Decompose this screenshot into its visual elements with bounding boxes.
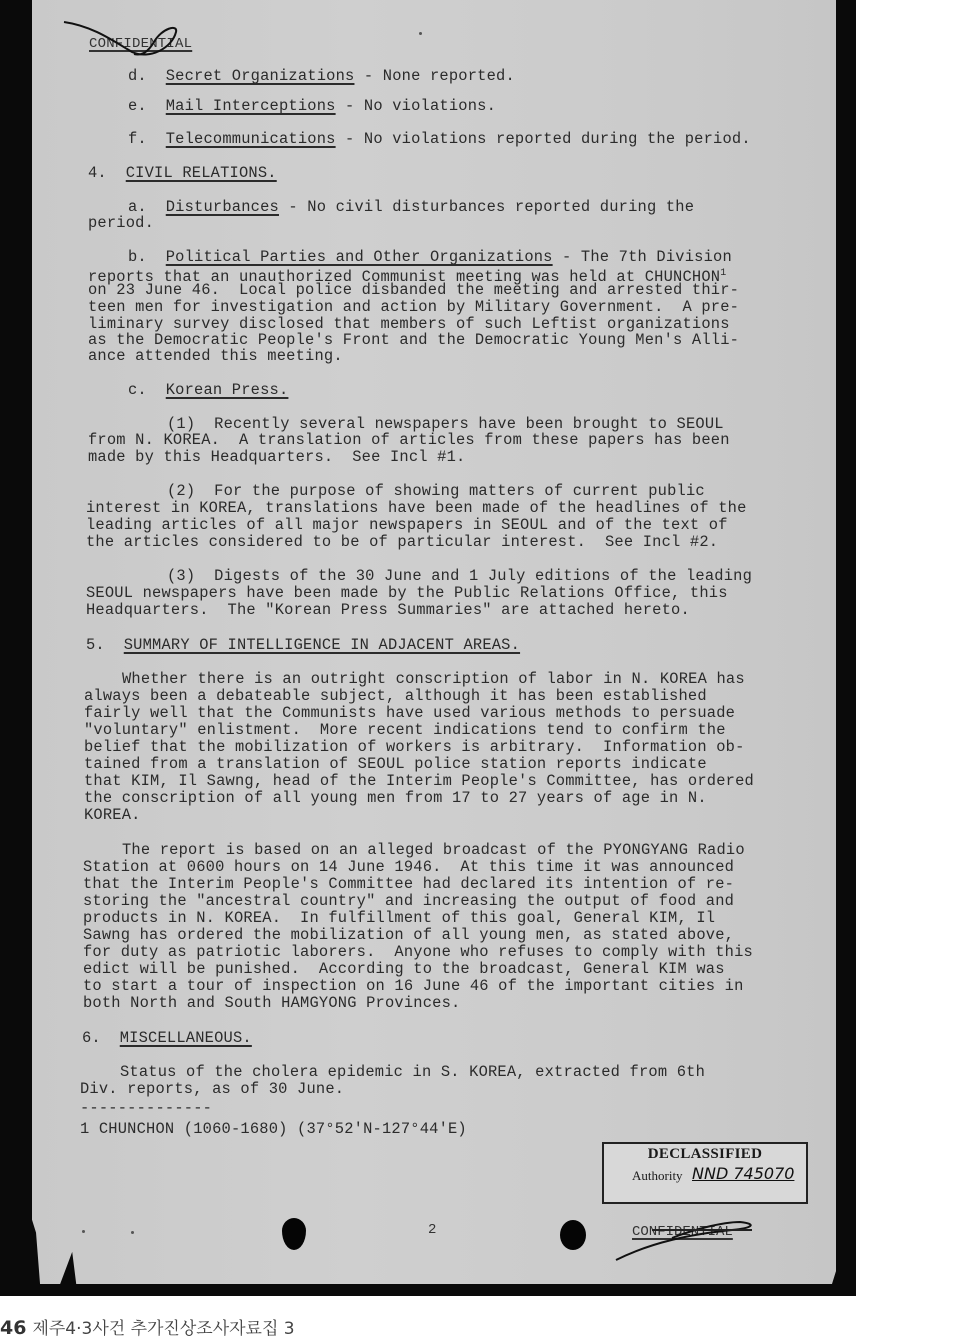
press-p1-line: (1) Recently several newspapers have been brought to SEOUL bbox=[167, 415, 724, 433]
section-4-heading: 4. CIVIL RELATIONS. bbox=[88, 164, 277, 182]
section-4a-line: period. bbox=[88, 214, 155, 232]
item-e: e. Mail Interceptions - No violations. bbox=[128, 97, 497, 115]
declassified-stamp bbox=[602, 1142, 808, 1204]
classification-top: CONFIDENTIAL bbox=[89, 36, 193, 52]
section-6-line: Status of the cholera epidemic in S. KOREA, extracted from 6th bbox=[120, 1063, 706, 1081]
page-number: 2 bbox=[428, 1222, 437, 1238]
strike-scribble-icon bbox=[62, 18, 192, 58]
section-5-p2-line: to start a tour of inspection on 16 June 46 of the important cities in bbox=[83, 977, 744, 995]
footnote-rule: -------------- bbox=[80, 1099, 213, 1117]
section-5-p1-line: tained from a translation of SEOUL police station reports indicate bbox=[84, 755, 707, 773]
section-5-p1-line: that KIM, Il Sawng, head of the Interim People's Committee, has ordered bbox=[84, 772, 754, 790]
section-5-p2-line: storing the "ancestral country" and increasing the output of food and bbox=[83, 892, 735, 910]
section-5-p1-line: KOREA. bbox=[84, 806, 141, 824]
press-p2-line: interest in KOREA, translations have been made of the headlines of the bbox=[86, 499, 747, 517]
footnote: 1 CHUNCHON (1060-1680) (37°52'N-127°44'E) bbox=[80, 1120, 467, 1138]
press-p2-line: leading articles of all major newspapers in SEOUL and of the text of bbox=[86, 516, 728, 534]
stamp-authority-value: NND 745070 bbox=[692, 1164, 795, 1183]
section-5-p2-line: The report is based on an alleged broadcast of the PYONGYANG Radio bbox=[122, 841, 745, 859]
section-5-p2-line: Sawng has ordered the mobilization of all young men, as stated above, bbox=[83, 926, 735, 944]
press-p2-line: the articles considered to be of particular interest. See Incl #2. bbox=[86, 533, 719, 551]
section-5-p2-line: for duty as patriotic laborers. Anyone who refuses to comply with this bbox=[83, 943, 753, 961]
press-p1-line: made by this Headquarters. See Incl #1. bbox=[88, 448, 466, 466]
book-page-number: 46 bbox=[0, 1317, 27, 1339]
item-d: d. Secret Organizations - None reported. bbox=[128, 67, 515, 85]
section-6-heading: 6. MISCELLANEOUS. bbox=[82, 1029, 252, 1047]
item-f-heading: Telecommunications bbox=[165, 130, 336, 148]
section-5-p2-line: both North and South HAMGYONG Provinces. bbox=[83, 994, 461, 1012]
stamp-title: DECLASSIFIED bbox=[647, 1146, 763, 1162]
stamp-authority-label: Authority bbox=[632, 1168, 683, 1183]
section-4b: b. Political Parties and Other Organizations - The 7th Division bbox=[128, 248, 732, 266]
press-p2-line: (2) For the purpose of showing matters of current public bbox=[167, 482, 705, 500]
book-title: 제주4·3사건 추가진상조사자료집 3 bbox=[32, 1319, 295, 1339]
section-4b-line: reports that an unauthorized Communist meeting was held at CHUNCHON$^1$ bbox=[88, 268, 727, 287]
section-5-p1-line: belief that the mobilization of workers is arbitrary. Information ob- bbox=[84, 738, 745, 756]
section-4b-line: liminary survey disclosed that members of such Leftist organizations bbox=[88, 315, 730, 333]
section-4b-line: ance attended this meeting. bbox=[88, 347, 343, 365]
speck bbox=[131, 1231, 134, 1234]
strike-scribble-icon bbox=[612, 1218, 762, 1264]
footnote-ref: 1 bbox=[720, 268, 727, 279]
section-5-p2-line: edict will be punished. According to the broadcast, General KIM was bbox=[83, 960, 725, 978]
section-4b-line: teen men for investigation and action by Military Government. A pre- bbox=[88, 298, 740, 316]
press-p3-line: Headquarters. The "Korean Press Summaries" are attached hereto. bbox=[86, 601, 690, 619]
section-5-heading: 5. SUMMARY OF INTELLIGENCE IN ADJACENT AREAS. bbox=[86, 636, 521, 654]
section-5-p1-line: Whether there is an outright conscription of labor in N. KOREA has bbox=[122, 670, 745, 688]
item-e-heading: Mail Interceptions bbox=[165, 97, 336, 115]
classification-bottom: CONFIDENTIAL bbox=[632, 1224, 733, 1240]
section-5-p1-line: "voluntary" enlistment. More recent indications tend to confirm the bbox=[84, 721, 726, 739]
item-f: f. Telecommunications - No violations reported during the period. bbox=[128, 130, 751, 148]
punch-hole bbox=[560, 1220, 586, 1250]
section-5-p1-line: fairly well that the Communists have used various methods to persuade bbox=[84, 704, 736, 722]
section-4b-line: on 23 June 46. Local police disbanded the meeting and arrested thir- bbox=[88, 281, 740, 299]
book-caption bbox=[0, 1314, 295, 1339]
item-d-heading: Secret Organizations bbox=[165, 67, 355, 85]
press-p3-line: (3) Digests of the 30 June and 1 July editions of the leading bbox=[167, 567, 753, 585]
section-5-p2-line: Station at 0600 hours on 14 June 1946. At this time it was announced bbox=[83, 858, 735, 876]
speck bbox=[82, 1230, 85, 1233]
section-4a: a. Disturbances - No civil disturbances reported during the bbox=[128, 198, 695, 216]
section-5-p1-line: always been a debateable subject, although it has been established bbox=[84, 687, 707, 705]
section-4c: c. Korean Press. bbox=[128, 381, 289, 399]
press-p3-line: SEOUL newspapers have been made by the Public Relations Office, this bbox=[86, 584, 728, 602]
section-5-p2-line: that the Interim People's Committee had declared its intention of re- bbox=[83, 875, 735, 893]
press-p1-line: from N. KOREA. A translation of articles from these papers has been bbox=[88, 431, 730, 449]
section-5-p1-line: the conscription of all young men from 17 to 27 years of age in N. bbox=[84, 789, 707, 807]
section-4b-line: as the Democratic People's Front and the Democratic Young Men's Alli- bbox=[88, 331, 740, 349]
section-5-p2-line: products in N. KOREA. In fulfillment of this goal, General KIM, Il bbox=[83, 909, 716, 927]
speck bbox=[419, 32, 422, 35]
section-6-line: Div. reports, as of 30 June. bbox=[80, 1080, 345, 1098]
